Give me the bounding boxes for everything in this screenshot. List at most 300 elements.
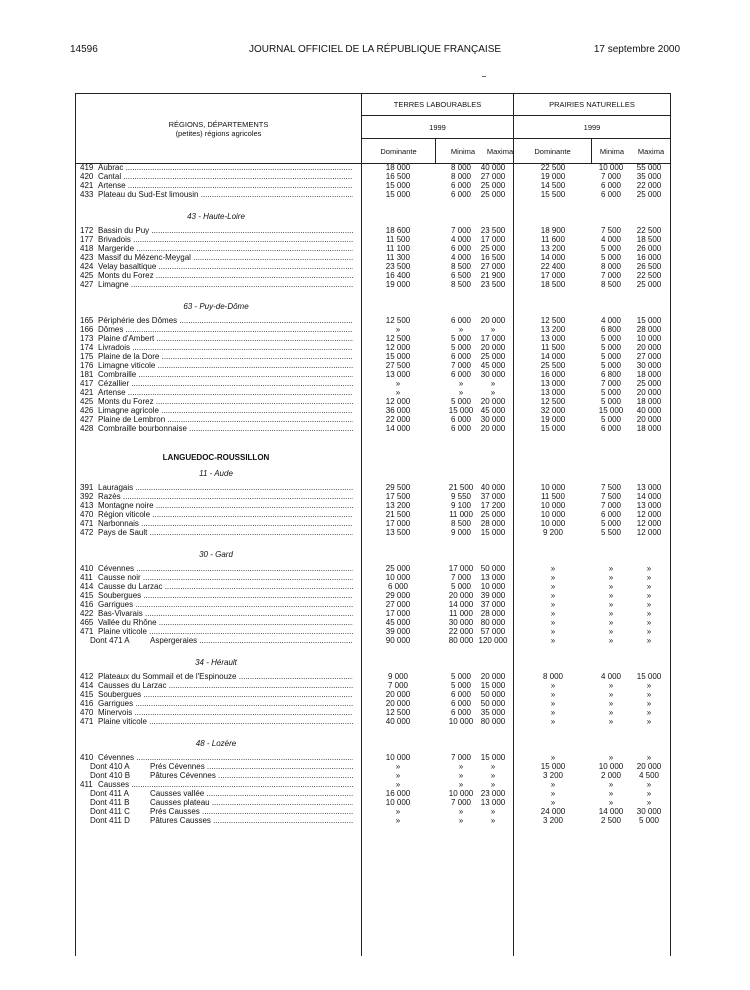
value-cell: 5 000 — [600, 244, 622, 253]
region-name: Limagne ..... — [98, 280, 353, 289]
value-cell: 7 500 — [600, 226, 622, 235]
region-name: Causses vallée ..... — [150, 789, 353, 798]
table-row — [76, 424, 670, 433]
value-cell: 18 000 — [636, 397, 662, 406]
value-cell: 55 000 — [636, 163, 662, 172]
table-row — [76, 609, 670, 618]
value-cell: 5 000 — [600, 334, 622, 343]
value-cell: 13 000 — [540, 388, 566, 397]
value-cell: 36 000 — [385, 406, 411, 415]
table-row — [76, 163, 670, 172]
value-cell: 11 000 — [449, 510, 473, 519]
value-cell: 6 500 — [450, 271, 472, 280]
region-code: 422 — [80, 609, 94, 618]
table-row — [76, 271, 670, 280]
value-cell: 15 000 — [385, 181, 411, 190]
value-cell: 9 550 — [450, 492, 472, 501]
table-row — [76, 483, 670, 492]
value-cell: 4 500 — [638, 771, 660, 780]
value-cell: » — [646, 627, 652, 636]
value-cell: » — [646, 681, 652, 690]
value-cell: 29 500 — [385, 483, 411, 492]
value-cell: 5 000 — [450, 397, 472, 406]
value-cell: 5 000 — [600, 397, 622, 406]
table-row — [76, 699, 670, 708]
value-cell: 40 000 — [480, 163, 506, 172]
value-cell: » — [608, 636, 614, 645]
region-name: Causse noir ..... — [98, 573, 353, 582]
value-cell: » — [608, 753, 614, 762]
region-code: 471 — [80, 519, 94, 528]
value-cell: 30 000 — [480, 415, 506, 424]
table-row — [76, 334, 670, 343]
value-cell: » — [395, 388, 401, 397]
value-cell: 40 000 — [480, 483, 506, 492]
value-cell: 5 000 — [638, 816, 660, 825]
value-cell: » — [550, 753, 556, 762]
value-cell: 5 000 — [600, 253, 622, 262]
region-code: 421 — [80, 181, 94, 190]
value-cell: » — [646, 582, 652, 591]
page-number: 14596 — [70, 44, 98, 55]
value-cell: 10 000 — [385, 753, 411, 762]
region-name: Cantal ..... — [98, 172, 353, 181]
value-cell: 23 500 — [480, 280, 506, 289]
value-cell: » — [646, 717, 652, 726]
value-cell: 17 500 — [385, 492, 411, 501]
region-name: Pays de Sault ..... — [98, 528, 353, 537]
value-cell: 10 000 — [448, 717, 474, 726]
value-cell: » — [646, 618, 652, 627]
value-cell: » — [490, 325, 496, 334]
value-cell: 17 000 — [448, 564, 474, 573]
column-header: Maxima — [637, 147, 665, 156]
department-heading: 48 - Lozère — [195, 739, 237, 748]
table-row — [76, 762, 670, 771]
value-cell: 39 000 — [480, 591, 506, 600]
value-cell: 13 200 — [540, 244, 566, 253]
value-cell: » — [646, 591, 652, 600]
region-name: Massif du Mézenc-Meygal ..... — [98, 253, 353, 262]
spacer — [76, 289, 670, 298]
value-cell: 25 000 — [480, 352, 506, 361]
table-row — [76, 753, 670, 762]
value-cell: 10 000 — [385, 798, 411, 807]
value-cell: 22 500 — [636, 271, 662, 280]
value-cell: » — [608, 591, 614, 600]
region-name: Région viticole ..... — [98, 510, 353, 519]
value-cell: 7 500 — [600, 492, 622, 501]
value-cell: » — [458, 379, 464, 388]
value-cell: 35 000 — [480, 708, 506, 717]
value-cell: 27 000 — [636, 352, 662, 361]
region-name: Artense ..... — [98, 388, 353, 397]
value-cell: 7 500 — [600, 483, 622, 492]
value-cell: » — [550, 690, 556, 699]
department-heading: 30 - Gard — [199, 550, 233, 559]
table-row — [76, 235, 670, 244]
region-code: 411 — [80, 573, 93, 582]
value-cell: » — [458, 762, 464, 771]
value-cell: » — [608, 780, 614, 789]
value-cell: » — [646, 564, 652, 573]
value-cell: » — [550, 780, 556, 789]
value-cell: 18 000 — [636, 424, 662, 433]
value-cell: 17 000 — [540, 271, 566, 280]
table-row — [76, 672, 670, 681]
value-cell: 5 000 — [600, 388, 622, 397]
region-code: 417 — [80, 379, 94, 388]
region-code: 414 — [80, 582, 94, 591]
region-header: RÉGIONS, DÉPARTEMENTS (petites) régions agricoles — [168, 120, 269, 138]
value-cell: 16 400 — [385, 271, 411, 280]
value-cell: 13 200 — [385, 501, 411, 510]
value-cell: 10 000 — [540, 483, 566, 492]
value-cell: 27 000 — [480, 262, 506, 271]
value-cell: 12 000 — [385, 343, 411, 352]
value-cell: 28 000 — [636, 325, 662, 334]
value-cell: » — [550, 627, 556, 636]
value-cell: » — [608, 618, 614, 627]
region-code: 421 — [80, 388, 94, 397]
value-cell: 8 500 — [450, 280, 472, 289]
value-cell: » — [646, 780, 652, 789]
value-cell: 16 000 — [385, 789, 411, 798]
value-cell: 9 100 — [450, 501, 472, 510]
region-name: Artense ..... — [98, 181, 353, 190]
value-cell: 26 000 — [636, 244, 662, 253]
value-cell: 3 200 — [542, 771, 564, 780]
value-cell: 6 800 — [600, 325, 622, 334]
value-cell: 8 500 — [450, 262, 472, 271]
value-cell: 4 000 — [450, 235, 472, 244]
value-cell: 12 000 — [636, 528, 662, 537]
value-cell: 23 000 — [480, 789, 506, 798]
region-code: 470 — [80, 708, 94, 717]
region-name: Margeride ..... — [98, 244, 353, 253]
table-row — [76, 352, 670, 361]
region-name: Prés Causses ..... — [150, 807, 353, 816]
value-cell: 13 500 — [385, 528, 411, 537]
value-cell: 20 000 — [385, 690, 411, 699]
value-cell: » — [550, 609, 556, 618]
table-row — [76, 181, 670, 190]
value-cell: 15 000 — [540, 424, 566, 433]
value-cell: » — [490, 771, 496, 780]
table-row — [76, 172, 670, 181]
region-name: Plateau du Sud-Est limousin ..... — [98, 190, 353, 199]
value-cell: 40 000 — [636, 406, 662, 415]
page-header — [70, 44, 680, 58]
region-name: Velay basaltique ..... — [98, 262, 353, 271]
value-cell: 50 000 — [480, 564, 506, 573]
table-row — [76, 681, 670, 690]
value-cell: 19 000 — [540, 415, 566, 424]
value-cell: 3 200 — [542, 816, 564, 825]
value-cell: 20 000 — [636, 388, 662, 397]
value-cell: 23 500 — [480, 226, 506, 235]
value-cell: 13 000 — [636, 501, 662, 510]
value-cell: 6 000 — [450, 181, 472, 190]
value-cell: 10 000 — [540, 501, 566, 510]
value-cell: 9 000 — [450, 528, 472, 537]
value-cell: 6 000 — [600, 510, 622, 519]
value-cell: » — [395, 379, 401, 388]
value-cell: » — [490, 379, 496, 388]
table-row — [76, 397, 670, 406]
value-cell: » — [608, 582, 614, 591]
region-name: Cévennes ..... — [98, 753, 353, 762]
region-name: Combraille ..... — [98, 370, 353, 379]
value-cell: 22 500 — [540, 163, 566, 172]
region-code: 173 — [80, 334, 94, 343]
table-row — [76, 226, 670, 235]
value-cell: » — [550, 564, 556, 573]
value-cell: 2 500 — [600, 816, 622, 825]
region-code: 419 — [80, 163, 94, 172]
value-cell: 14 000 — [385, 424, 411, 433]
value-cell: » — [458, 807, 464, 816]
department-heading: 43 - Haute-Loire — [187, 212, 245, 221]
value-cell: » — [550, 591, 556, 600]
value-cell: 5 000 — [450, 343, 472, 352]
value-cell: » — [608, 717, 614, 726]
column-header: Maxima — [486, 147, 514, 156]
value-cell: 12 500 — [385, 708, 411, 717]
value-cell: 9 000 — [387, 672, 409, 681]
region-heading: LANGUEDOC-ROUSSILLON — [162, 453, 270, 462]
value-cell: 5 000 — [450, 681, 472, 690]
value-cell: 50 000 — [480, 690, 506, 699]
column-header: Minima — [599, 147, 625, 156]
margin-mark — [482, 76, 486, 77]
region-name: Garrigues ..... — [98, 699, 353, 708]
table-row — [76, 361, 670, 370]
region-code: 418 — [80, 244, 94, 253]
publication-date: 17 septembre 2000 — [593, 44, 680, 55]
value-cell: 4 000 — [600, 316, 622, 325]
value-cell: 10 000 — [385, 573, 411, 582]
value-cell: 80 000 — [480, 618, 506, 627]
value-cell: 30 000 — [448, 618, 474, 627]
region-code: 176 — [80, 361, 94, 370]
value-cell: 8 000 — [542, 672, 564, 681]
value-cell: 25 000 — [480, 181, 506, 190]
value-cell: 20 000 — [480, 316, 506, 325]
value-cell: 20 000 — [636, 762, 662, 771]
table-row — [76, 591, 670, 600]
value-cell: 18 600 — [385, 226, 411, 235]
value-cell: 6 000 — [450, 415, 472, 424]
region-code: 181 — [80, 370, 94, 379]
region-name: Causses du Larzac ..... — [98, 681, 353, 690]
spacer — [76, 433, 670, 442]
value-cell: 32 000 — [540, 406, 566, 415]
value-cell: 25 000 — [636, 379, 662, 388]
value-cell: 25 000 — [636, 190, 662, 199]
region-name: Bassin du Puy ..... — [98, 226, 353, 235]
region-name: Monts du Forez ..... — [98, 271, 353, 280]
value-cell: 30 000 — [636, 807, 662, 816]
region-code: 392 — [80, 492, 94, 501]
table-row — [76, 501, 670, 510]
value-cell: 20 000 — [480, 424, 506, 433]
value-cell: » — [608, 573, 614, 582]
value-cell: 50 000 — [480, 699, 506, 708]
value-cell: » — [395, 780, 401, 789]
region-name: Limagne agricole ..... — [98, 406, 353, 415]
value-cell: 12 500 — [540, 397, 566, 406]
value-cell: » — [395, 807, 401, 816]
value-cell: » — [550, 708, 556, 717]
region-code: Dont 411 D — [90, 816, 130, 825]
table-row — [76, 807, 670, 816]
value-cell: 6 000 — [450, 352, 472, 361]
region-name: Livradois ..... — [98, 343, 353, 352]
value-cell: 6 000 — [600, 181, 622, 190]
value-cell: 25 000 — [480, 510, 506, 519]
value-cell: 28 000 — [480, 609, 506, 618]
value-cell: 40 000 — [385, 717, 411, 726]
value-cell: » — [608, 681, 614, 690]
region-name: Périphérie des Dômes ..... — [98, 316, 353, 325]
region-name: Monts du Forez ..... — [98, 397, 353, 406]
region-code: 471 — [80, 627, 94, 636]
region-name: Aspergeraies ..... — [150, 636, 353, 645]
value-cell: 21 500 — [385, 510, 411, 519]
value-cell: 5 000 — [600, 361, 622, 370]
value-cell: 19 000 — [385, 280, 411, 289]
header-rule — [361, 138, 670, 139]
value-cell: 10 000 — [540, 510, 566, 519]
value-cell: 21 900 — [480, 271, 506, 280]
value-cell: 11 000 — [449, 609, 473, 618]
value-cell: 15 000 — [385, 352, 411, 361]
value-cell: 4 000 — [450, 253, 472, 262]
value-cell: 7 000 — [600, 379, 622, 388]
value-cell: 25 000 — [480, 190, 506, 199]
value-cell: 27 500 — [385, 361, 411, 370]
region-code: 427 — [80, 280, 94, 289]
value-cell: 14 000 — [636, 492, 662, 501]
value-cell: » — [550, 582, 556, 591]
value-cell: 7 000 — [450, 798, 472, 807]
value-cell: » — [550, 699, 556, 708]
table-row — [76, 789, 670, 798]
region-code: 425 — [80, 397, 94, 406]
value-cell: 8 000 — [600, 262, 622, 271]
region-code: 465 — [80, 618, 94, 627]
value-cell: » — [646, 609, 652, 618]
spacer — [76, 199, 670, 208]
value-cell: » — [458, 780, 464, 789]
value-cell: » — [395, 771, 401, 780]
value-cell: 13 200 — [540, 325, 566, 334]
value-cell: 14 000 — [540, 253, 566, 262]
value-cell: » — [550, 798, 556, 807]
value-cell: 14 000 — [540, 352, 566, 361]
value-cell: 6 000 — [600, 190, 622, 199]
table-row — [76, 816, 670, 825]
value-cell: 8 500 — [600, 280, 622, 289]
value-cell: 18 000 — [636, 370, 662, 379]
region-name: Plaine d'Ambert ..... — [98, 334, 353, 343]
table-row — [76, 690, 670, 699]
table-row — [76, 388, 670, 397]
value-cell: 17 000 — [385, 519, 411, 528]
value-cell: 20 000 — [480, 672, 506, 681]
value-cell: 15 000 — [636, 672, 662, 681]
value-cell: 26 500 — [636, 262, 662, 271]
value-cell: 15 500 — [540, 190, 566, 199]
value-cell: 14 000 — [448, 600, 474, 609]
value-cell: 16 500 — [385, 172, 411, 181]
table-row — [76, 370, 670, 379]
group-title-prairies: PRAIRIES NATURELLES — [549, 100, 635, 109]
region-code: 391 — [80, 483, 94, 492]
region-name: Dômes ..... — [98, 325, 353, 334]
value-cell: 15 000 — [598, 406, 624, 415]
value-cell: » — [646, 798, 652, 807]
value-cell: 5 000 — [600, 352, 622, 361]
region-code: 428 — [80, 424, 94, 433]
value-cell: 12 500 — [540, 316, 566, 325]
value-cell: 20 000 — [636, 415, 662, 424]
value-cell: 25 000 — [385, 564, 411, 573]
region-name: Vallée du Rhône ..... — [98, 618, 353, 627]
value-cell: 5 500 — [600, 528, 622, 537]
region-name: Montagne noire ..... — [98, 501, 353, 510]
table-row — [76, 190, 670, 199]
value-cell: 2 000 — [600, 771, 622, 780]
group-title-terres: TERRES LABOURABLES — [393, 100, 482, 109]
value-cell: 18 900 — [540, 226, 566, 235]
value-cell: » — [646, 573, 652, 582]
value-cell: 12 000 — [385, 397, 411, 406]
value-cell: 35 000 — [636, 172, 662, 181]
table-row — [76, 780, 670, 789]
table-row — [76, 325, 670, 334]
value-cell: 12 500 — [385, 316, 411, 325]
table-row — [76, 379, 670, 388]
table-row — [76, 528, 670, 537]
region-code: Dont 411 B — [90, 798, 130, 807]
region-code: Dont 410 B — [90, 771, 131, 780]
value-cell: » — [490, 388, 496, 397]
value-cell: 10 000 — [636, 334, 662, 343]
region-code: Dont 471 A — [90, 636, 130, 645]
value-cell: 16 000 — [540, 370, 566, 379]
region-code: 412 — [80, 672, 94, 681]
value-cell: » — [608, 789, 614, 798]
region-code: 425 — [80, 271, 94, 280]
value-cell: » — [608, 609, 614, 618]
region-name: Pâtures Causses ..... — [150, 816, 353, 825]
region-code: 416 — [80, 699, 94, 708]
value-cell: » — [490, 816, 496, 825]
region-code: 411 — [80, 780, 93, 789]
value-cell: 6 000 — [450, 690, 472, 699]
value-cell: 7 000 — [600, 172, 622, 181]
spacer — [76, 825, 670, 834]
price-table — [75, 93, 671, 956]
value-cell: 7 000 — [450, 753, 472, 762]
value-cell: 7 000 — [600, 271, 622, 280]
region-code: 415 — [80, 591, 94, 600]
value-cell: » — [395, 325, 401, 334]
value-cell: 37 000 — [480, 492, 506, 501]
value-cell: 15 000 — [636, 316, 662, 325]
